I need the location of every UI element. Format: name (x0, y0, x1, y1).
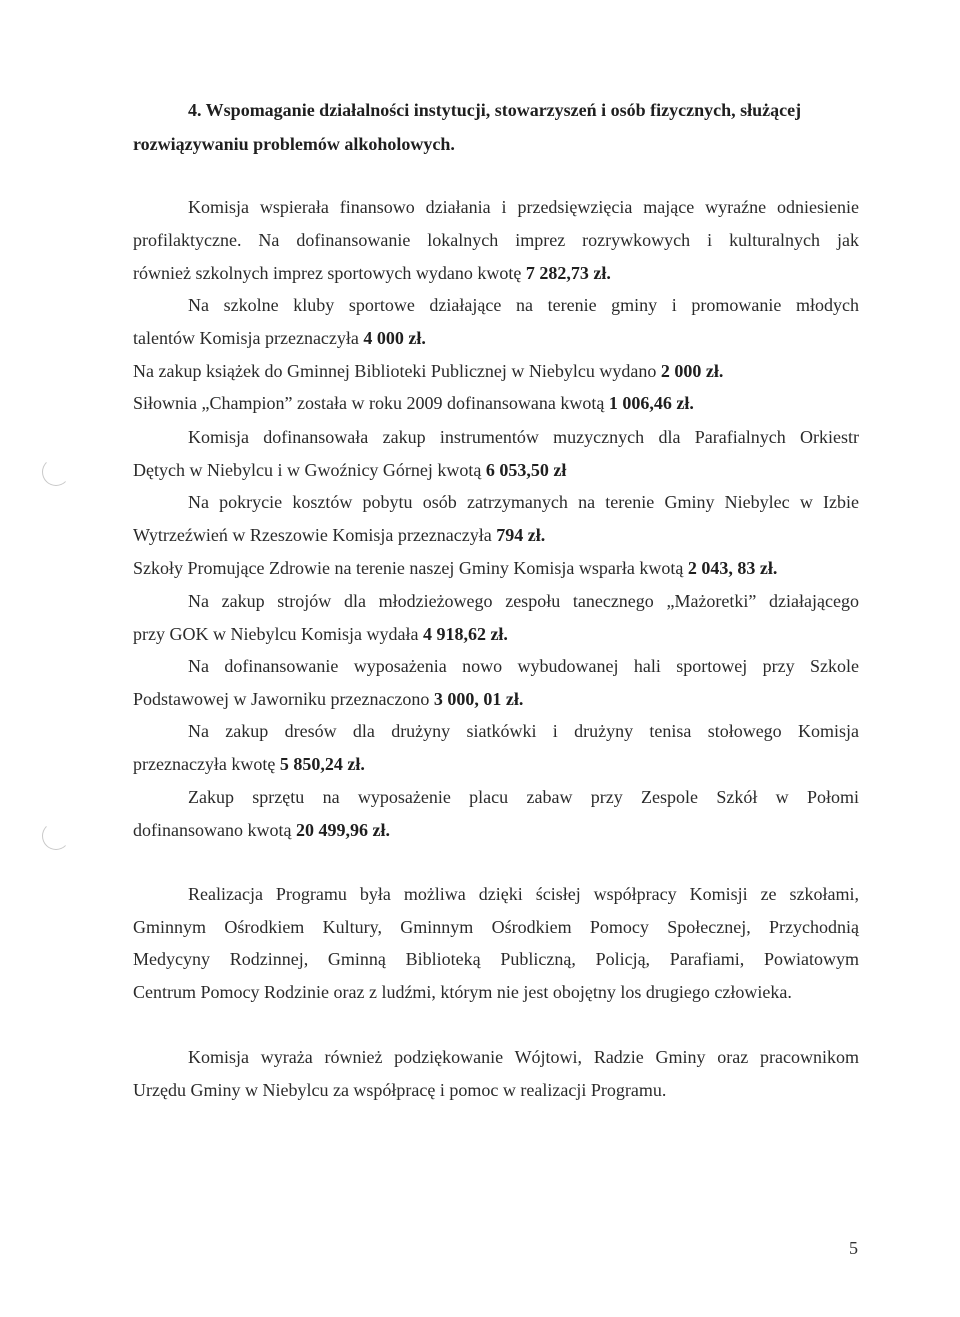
paragraph-line: Urzędu Gminy w Niebylcu za współpracę i pomoc w realizacji Programu. (133, 1080, 667, 1100)
paragraph-text: dofinansowano kwotą (133, 820, 296, 840)
paragraph-line: Gminnym Ośrodkiem Kultury, Gminnym Ośrodkiem Pomocy Społecznej, Przychodnią (133, 917, 859, 937)
amount: 20 499,96 zł. (295, 820, 390, 840)
paragraph-line: Na pokrycie kosztów pobytu osób zatrzymanych na terenie Gminy Niebylec w Izbie (188, 492, 859, 512)
amount: 794 zł. (496, 525, 546, 545)
section-heading-line-2: rozwiązywaniu problemów alkoholowych. (133, 134, 455, 154)
paragraph-line: Na zakup dresów dla drużyny siatkówki i drużyny tenisa stołowego Komisja (188, 721, 859, 741)
paragraph-text: Dętych w Niebylcu i w Gwoźnicy Górnej kwotą (133, 460, 486, 480)
paragraph-line (133, 819, 859, 841)
page-number: 5 (849, 1238, 858, 1258)
paragraph-line (133, 327, 859, 349)
paragraph-text: Podstawowej w Jaworniku przeznaczono (133, 689, 434, 709)
paragraph-line: Zakup sprzętu na wyposażenie placu zabaw przy Zespole Szkół w Połomi (188, 787, 859, 807)
paragraph-line (133, 392, 859, 414)
paragraph-line (133, 262, 859, 284)
paragraph-text: Siłownia „Champion” została w roku 2009 dofinansowana kwotą (133, 393, 609, 413)
paragraph-line: Komisja wyraża również podziękowanie Wójtowi, Radzie Gminy oraz pracownikom (188, 1047, 859, 1067)
section-heading-line-1: 4. Wspomaganie działalności instytucji, stowarzyszeń i osób fizycznych, służącej (188, 100, 802, 120)
amount: 6 053,50 zł (485, 460, 567, 480)
paragraph-text: Szkoły Promujące Zdrowie na terenie naszej Gminy Komisja wsparła kwotą (133, 558, 688, 578)
amount: 4 918,62 zł. (422, 624, 508, 644)
amount: 4 000 zł. (363, 328, 426, 348)
paragraph-line (133, 688, 859, 710)
paragraph-line (133, 557, 859, 579)
paragraph-line (133, 459, 859, 481)
paragraph-line: Medycyny Rodzinnej, Gminną Biblioteką Publiczną, Policją, Parafiami, Powiatowym (133, 949, 859, 969)
punch-hole-mark (42, 458, 70, 486)
paragraph-line (133, 360, 859, 382)
paragraph-text: Na zakup książek do Gminnej Biblioteki Publicznej w Niebylcu wydano (133, 361, 661, 381)
paragraph-line: Realizacja Programu była możliwa dzięki ścisłej współpracy Komisji ze szkołami, (188, 884, 859, 904)
paragraph-line: Komisja wspierała finansowo działania i przedsięwzięcia mające wyraźne odniesienie (188, 197, 859, 217)
paragraph-text: przy GOK w Niebylcu Komisja wydała (133, 624, 423, 644)
paragraph-text: przeznaczyła kwotę (133, 754, 280, 774)
paragraph-line: Na szkolne kluby sportowe działające na terenie gminy i promowanie młodych (188, 295, 859, 315)
amount: 5 850,24 zł. (279, 754, 365, 774)
amount: 2 043, 83 zł. (687, 558, 778, 578)
paragraph-line: profilaktyczne. Na dofinansowanie lokalnych imprez rozrywkowych i kulturalnych jak (133, 230, 859, 250)
paragraph-text: również szkolnych imprez sportowych wydano kwotę (133, 263, 526, 283)
punch-hole-mark (42, 822, 70, 850)
amount: 3 000, 01 zł. (433, 689, 524, 709)
paragraph-text: talentów Komisja przeznaczyła (133, 328, 364, 348)
paragraph-line (133, 623, 859, 645)
paragraph-line: Komisja dofinansowała zakup instrumentów muzycznych dla Parafialnych Orkiestr (188, 427, 859, 447)
paragraph-line: Na zakup strojów dla młodzieżowego zespołu tanecznego „Mażoretki” działającego (188, 591, 859, 611)
amount: 1 006,46 zł. (608, 393, 694, 413)
paragraph-line (133, 524, 859, 546)
paragraph-line: Centrum Pomocy Rodzinie oraz z ludźmi, którym nie jest obojętny los drugiego człowieka. (133, 982, 792, 1002)
paragraph-line (133, 753, 859, 775)
paragraph-text: Wytrzeźwień w Rzeszowie Komisja przeznaczyła (133, 525, 497, 545)
amount: 2 000 zł. (660, 361, 724, 381)
paragraph-line: Na dofinansowanie wyposażenia nowo wybudowanej hali sportowej przy Szkole (188, 656, 859, 676)
amount: 7 282,73 zł. (525, 263, 611, 283)
